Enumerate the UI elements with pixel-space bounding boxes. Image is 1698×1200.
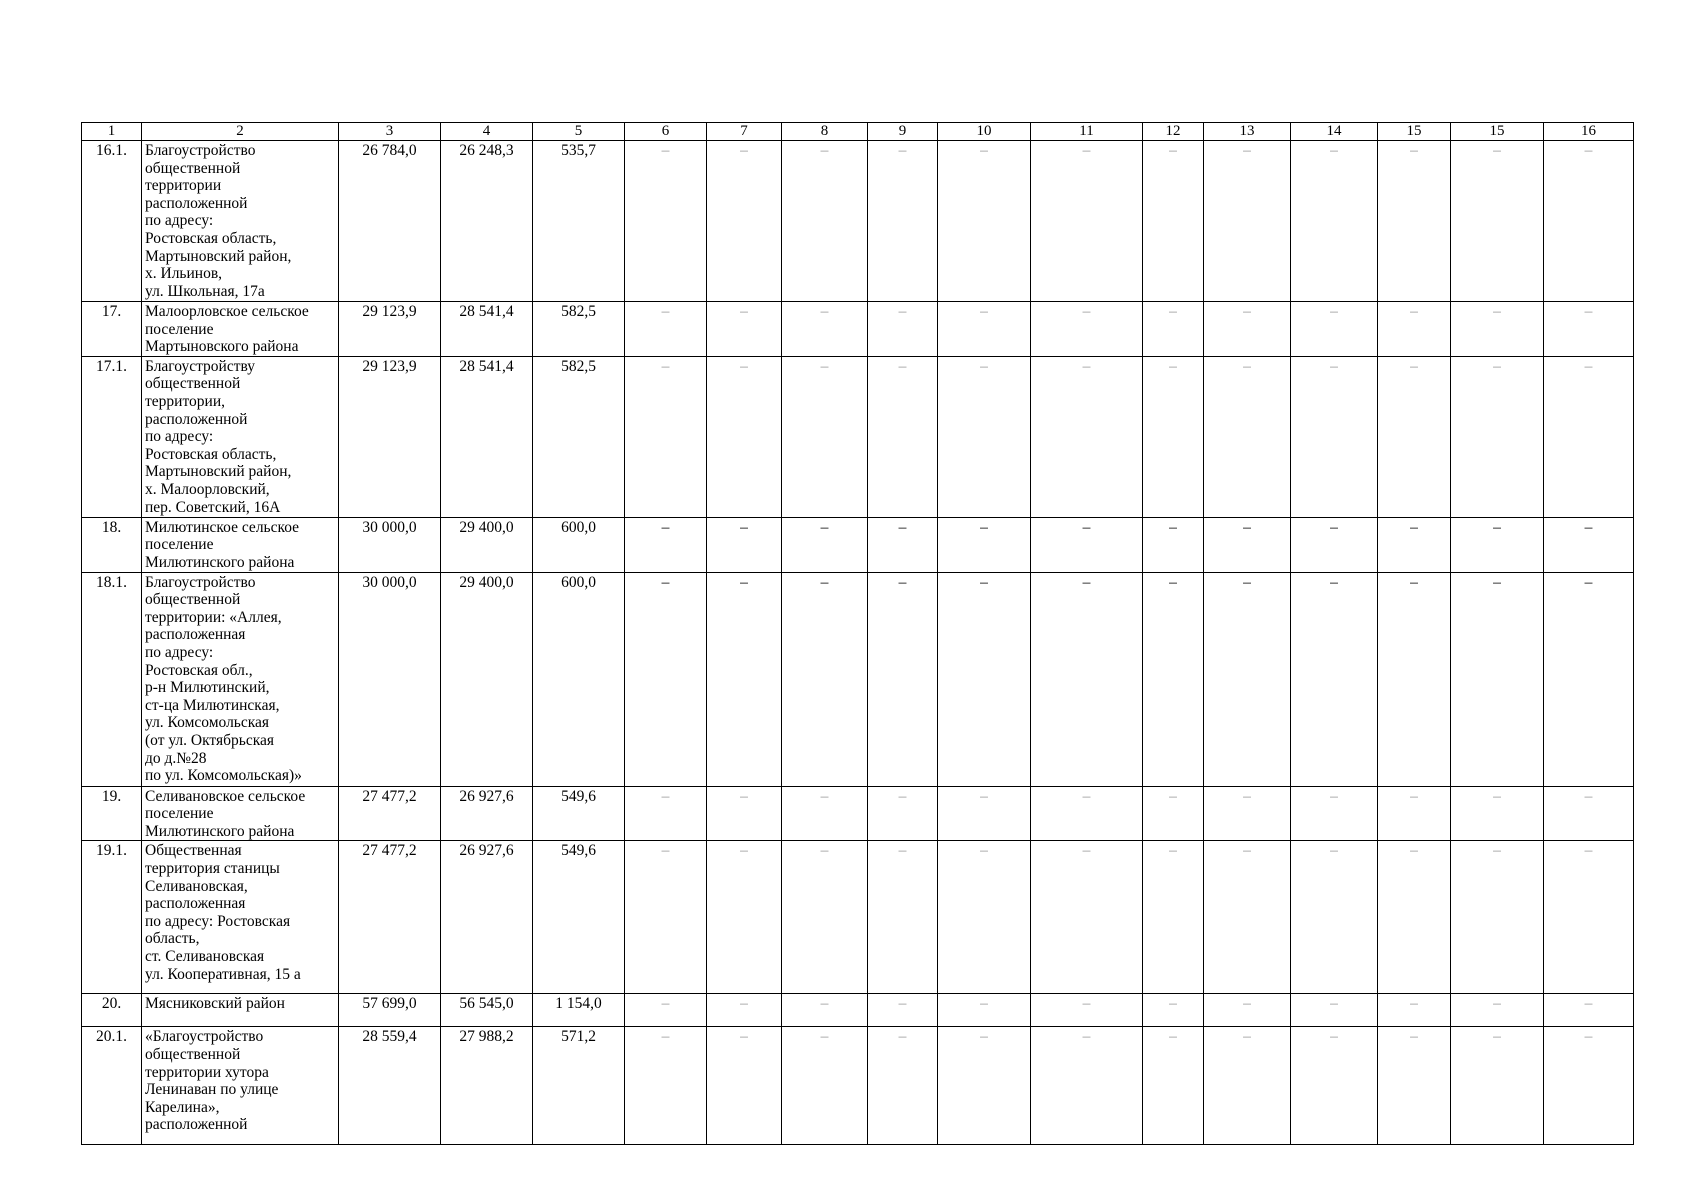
- empty-value-dash: –: [707, 841, 782, 994]
- row-number: 18.: [82, 517, 142, 572]
- table-row: [82, 356, 1634, 517]
- table-row: [82, 517, 1634, 572]
- value-col-4: 26 927,6: [441, 786, 533, 841]
- value-col-5: 582,5: [533, 356, 625, 517]
- column-number-cell: 2: [142, 123, 339, 141]
- empty-value-dash: –: [868, 786, 938, 841]
- empty-value-dash: –: [868, 517, 938, 572]
- column-number-cell: 10: [938, 123, 1031, 141]
- empty-value-dash: –: [868, 356, 938, 517]
- empty-value-dash: –: [1544, 841, 1634, 994]
- empty-value-dash: –: [1143, 994, 1204, 1027]
- empty-value-dash: –: [1378, 141, 1451, 302]
- empty-value-dash: –: [1031, 786, 1143, 841]
- empty-value-dash: –: [938, 786, 1031, 841]
- column-number-cell: 15: [1378, 123, 1451, 141]
- row-name: Милютинское сельское поселение Милютинского района: [142, 517, 339, 572]
- table-row: [82, 572, 1634, 786]
- empty-value-dash: –: [1378, 994, 1451, 1027]
- empty-value-dash: –: [1544, 141, 1634, 302]
- empty-value-dash: –: [938, 356, 1031, 517]
- value-col-3: 30 000,0: [339, 517, 441, 572]
- value-col-4: 26 927,6: [441, 841, 533, 994]
- empty-value-dash: –: [1143, 356, 1204, 517]
- empty-value-dash: –: [1544, 786, 1634, 841]
- empty-value-dash: –: [782, 302, 868, 357]
- empty-value-dash: –: [707, 786, 782, 841]
- empty-value-dash: –: [1451, 1027, 1544, 1145]
- value-col-5: 1 154,0: [533, 994, 625, 1027]
- column-number-cell: 5: [533, 123, 625, 141]
- value-col-3: 27 477,2: [339, 786, 441, 841]
- value-col-5: 535,7: [533, 141, 625, 302]
- empty-value-dash: –: [1204, 572, 1291, 786]
- empty-value-dash: –: [1031, 841, 1143, 994]
- empty-value-dash: –: [1031, 517, 1143, 572]
- empty-value-dash: –: [1451, 841, 1544, 994]
- empty-value-dash: –: [1544, 302, 1634, 357]
- table-row: [82, 994, 1634, 1027]
- empty-value-dash: –: [938, 572, 1031, 786]
- column-number-cell: 13: [1204, 123, 1291, 141]
- empty-value-dash: –: [707, 1027, 782, 1145]
- empty-value-dash: –: [1544, 1027, 1634, 1145]
- empty-value-dash: –: [782, 994, 868, 1027]
- empty-value-dash: –: [1204, 786, 1291, 841]
- table-row: [82, 1027, 1634, 1145]
- empty-value-dash: –: [782, 141, 868, 302]
- column-number-cell: 1: [82, 123, 142, 141]
- empty-value-dash: –: [938, 841, 1031, 994]
- empty-value-dash: –: [1204, 356, 1291, 517]
- row-name: Благоустройство общественной территории: «Аллея, расположенная по адресу: Ростовская обл., р-н Милютинский, ст-ца Милютинская, ул. Комсомольская (от ул. Октябрьская до д.№28 по ул. Комсомольская)»: [142, 572, 339, 786]
- value-col-5: 549,6: [533, 786, 625, 841]
- row-name: Благоустройству общественной территории, расположенной по адресу: Ростовская область, Мартыновский район, х. Малоорловский, пер. Советский, 16А: [142, 356, 339, 517]
- empty-value-dash: –: [1451, 994, 1544, 1027]
- column-number-cell: 16: [1544, 123, 1634, 141]
- column-number-cell: 15: [1451, 123, 1544, 141]
- row-number: 19.: [82, 786, 142, 841]
- value-col-5: 571,2: [533, 1027, 625, 1145]
- empty-value-dash: –: [1143, 1027, 1204, 1145]
- value-col-4: 27 988,2: [441, 1027, 533, 1145]
- empty-value-dash: –: [938, 141, 1031, 302]
- empty-value-dash: –: [1291, 841, 1378, 994]
- table-row: [82, 302, 1634, 357]
- empty-value-dash: –: [1378, 356, 1451, 517]
- empty-value-dash: –: [1291, 356, 1378, 517]
- empty-value-dash: –: [1291, 517, 1378, 572]
- empty-value-dash: –: [782, 356, 868, 517]
- value-col-4: 29 400,0: [441, 517, 533, 572]
- row-name: Малоорловское сельское поселение Мартыновского района: [142, 302, 339, 357]
- value-col-4: 29 400,0: [441, 572, 533, 786]
- row-number: 16.1.: [82, 141, 142, 302]
- empty-value-dash: –: [625, 994, 707, 1027]
- value-col-4: 56 545,0: [441, 994, 533, 1027]
- empty-value-dash: –: [1031, 994, 1143, 1027]
- row-name: Благоустройство общественной территории расположенной по адресу: Ростовская область, Мартыновский район, х. Ильинов, ул. Школьная, 17а: [142, 141, 339, 302]
- empty-value-dash: –: [625, 572, 707, 786]
- row-number: 17.: [82, 302, 142, 357]
- empty-value-dash: –: [1143, 572, 1204, 786]
- empty-value-dash: –: [1451, 356, 1544, 517]
- empty-value-dash: –: [625, 786, 707, 841]
- empty-value-dash: –: [707, 356, 782, 517]
- empty-value-dash: –: [707, 572, 782, 786]
- empty-value-dash: –: [868, 841, 938, 994]
- row-number: 19.1.: [82, 841, 142, 994]
- column-number-cell: 4: [441, 123, 533, 141]
- empty-value-dash: –: [1204, 141, 1291, 302]
- empty-value-dash: –: [1031, 302, 1143, 357]
- empty-value-dash: –: [782, 786, 868, 841]
- empty-value-dash: –: [1451, 572, 1544, 786]
- empty-value-dash: –: [1143, 786, 1204, 841]
- empty-value-dash: –: [707, 517, 782, 572]
- value-col-3: 30 000,0: [339, 572, 441, 786]
- empty-value-dash: –: [1378, 786, 1451, 841]
- empty-value-dash: –: [782, 517, 868, 572]
- empty-value-dash: –: [1031, 1027, 1143, 1145]
- empty-value-dash: –: [625, 517, 707, 572]
- empty-value-dash: –: [1378, 302, 1451, 357]
- column-number-cell: 14: [1291, 123, 1378, 141]
- column-number-cell: 7: [707, 123, 782, 141]
- empty-value-dash: –: [1451, 302, 1544, 357]
- empty-value-dash: –: [938, 302, 1031, 357]
- empty-value-dash: –: [1204, 302, 1291, 357]
- row-number: 17.1.: [82, 356, 142, 517]
- value-col-5: 582,5: [533, 302, 625, 357]
- empty-value-dash: –: [1031, 572, 1143, 786]
- empty-value-dash: –: [625, 141, 707, 302]
- column-number-cell: 6: [625, 123, 707, 141]
- empty-value-dash: –: [1544, 356, 1634, 517]
- value-col-4: 28 541,4: [441, 302, 533, 357]
- empty-value-dash: –: [1291, 302, 1378, 357]
- empty-value-dash: –: [782, 841, 868, 994]
- column-number-cell: 11: [1031, 123, 1143, 141]
- empty-value-dash: –: [1204, 994, 1291, 1027]
- empty-value-dash: –: [1544, 517, 1634, 572]
- empty-value-dash: –: [1291, 786, 1378, 841]
- empty-value-dash: –: [938, 1027, 1031, 1145]
- budget-table: [81, 122, 1634, 1145]
- empty-value-dash: –: [707, 141, 782, 302]
- empty-value-dash: –: [625, 302, 707, 357]
- empty-value-dash: –: [625, 841, 707, 994]
- value-col-4: 26 248,3: [441, 141, 533, 302]
- empty-value-dash: –: [868, 141, 938, 302]
- row-name: Селивановское сельское поселение Милютинского района: [142, 786, 339, 841]
- empty-value-dash: –: [707, 302, 782, 357]
- empty-value-dash: –: [782, 1027, 868, 1145]
- column-number-header: [82, 123, 1634, 141]
- empty-value-dash: –: [1143, 141, 1204, 302]
- empty-value-dash: –: [868, 994, 938, 1027]
- table-row: [82, 141, 1634, 302]
- column-number-cell: 9: [868, 123, 938, 141]
- row-name: Общественная территория станицы Селивановская, расположенная по адресу: Ростовская область, ст. Селивановская ул. Кооперативная, 15 а: [142, 841, 339, 994]
- column-number-cell: 8: [782, 123, 868, 141]
- value-col-3: 27 477,2: [339, 841, 441, 994]
- empty-value-dash: –: [938, 517, 1031, 572]
- empty-value-dash: –: [625, 1027, 707, 1145]
- value-col-5: 549,6: [533, 841, 625, 994]
- value-col-3: 26 784,0: [339, 141, 441, 302]
- value-col-3: 28 559,4: [339, 1027, 441, 1145]
- value-col-3: 29 123,9: [339, 356, 441, 517]
- value-col-4: 28 541,4: [441, 356, 533, 517]
- row-number: 20.1.: [82, 1027, 142, 1145]
- empty-value-dash: –: [1451, 786, 1544, 841]
- empty-value-dash: –: [868, 302, 938, 357]
- row-number: 18.1.: [82, 572, 142, 786]
- empty-value-dash: –: [707, 994, 782, 1027]
- empty-value-dash: –: [868, 1027, 938, 1145]
- empty-value-dash: –: [1031, 356, 1143, 517]
- value-col-5: 600,0: [533, 517, 625, 572]
- empty-value-dash: –: [868, 572, 938, 786]
- value-col-3: 57 699,0: [339, 994, 441, 1027]
- empty-value-dash: –: [1378, 1027, 1451, 1145]
- empty-value-dash: –: [1291, 1027, 1378, 1145]
- table-row: [82, 786, 1634, 841]
- empty-value-dash: –: [1378, 841, 1451, 994]
- empty-value-dash: –: [1204, 1027, 1291, 1145]
- empty-value-dash: –: [1204, 841, 1291, 994]
- table-body: [82, 123, 1634, 1145]
- empty-value-dash: –: [1291, 572, 1378, 786]
- empty-value-dash: –: [1378, 572, 1451, 786]
- empty-value-dash: –: [1451, 141, 1544, 302]
- empty-value-dash: –: [1544, 572, 1634, 786]
- empty-value-dash: –: [1204, 517, 1291, 572]
- table-row: [82, 841, 1634, 994]
- empty-value-dash: –: [782, 572, 868, 786]
- value-col-5: 600,0: [533, 572, 625, 786]
- empty-value-dash: –: [1291, 141, 1378, 302]
- empty-value-dash: –: [1544, 994, 1634, 1027]
- empty-value-dash: –: [1451, 517, 1544, 572]
- column-number-cell: 3: [339, 123, 441, 141]
- empty-value-dash: –: [1031, 141, 1143, 302]
- empty-value-dash: –: [1143, 517, 1204, 572]
- row-name: Мясниковский район: [142, 994, 339, 1027]
- row-name: «Благоустройство общественной территории хутора Ленинаван по улице Карелина», расположенной: [142, 1027, 339, 1145]
- column-number-cell: 12: [1143, 123, 1204, 141]
- empty-value-dash: –: [1143, 302, 1204, 357]
- empty-value-dash: –: [938, 994, 1031, 1027]
- empty-value-dash: –: [1291, 994, 1378, 1027]
- empty-value-dash: –: [1143, 841, 1204, 994]
- empty-value-dash: –: [625, 356, 707, 517]
- row-number: 20.: [82, 994, 142, 1027]
- value-col-3: 29 123,9: [339, 302, 441, 357]
- empty-value-dash: –: [1378, 517, 1451, 572]
